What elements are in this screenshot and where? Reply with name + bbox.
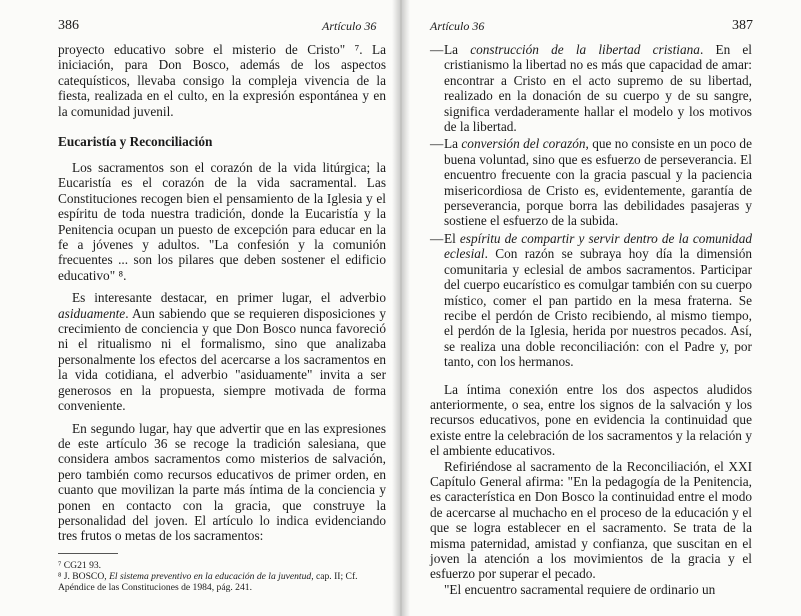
right-page bbox=[400, 0, 801, 616]
paragraph-reconciliacion: Refiriéndose al sacramento de la Reconciliación, el XXI Capítulo General afirma: "En la pedagogía de la Penitencia, es característica en Don Bosco la continuidad entre el modo de acercarse al muchacho en el proceso de la educación y el que se logra establecer en el sacramento. Se trata de la misma paternidad, amistad y confianza, que suscitan en el joven la atención a los movimientos de la gracia y el esfuerzo por superar el pecado. bbox=[430, 458, 752, 582]
footnote-8: ⁸ J. BOSCO, El sistema preventivo en la educación de la juventud, cap. II; Cf. Apéndice de las Constituciones de 1984, pág. 241. bbox=[58, 571, 358, 593]
left-page bbox=[0, 0, 400, 616]
list-item-compartir: — El espíritu de compartir y servir dentro de la comunidad eclesial. Con razón se subraya hoy día la dimensión comunitaria y eclesial de ambos sacramentos. Participar del cuerpo eucarístico es comulgar también con su cuerpo místico, comer el pan partido en la mesa fraterna. Se recibe el perdón de Cristo recibiendo, al mismo tiempo, el perdón de la Iglesia, herida por nuestros pecados. Así, se realiza una doble reconciliación: con el Padre y, por tanto, con los hermanos. bbox=[430, 230, 752, 370]
paragraph-encuentro: "El encuentro sacramental requiere de ordinario un bbox=[444, 581, 716, 597]
emphasis-asiduamente: asiduamente bbox=[58, 305, 126, 321]
dash-marker: — bbox=[430, 230, 444, 246]
running-head-right: Artículo 36 bbox=[430, 19, 485, 33]
section-heading: Eucaristía y Reconciliación bbox=[58, 134, 213, 149]
dash-marker: — bbox=[430, 136, 444, 152]
footnote-divider bbox=[58, 553, 118, 554]
body-left bbox=[58, 160, 386, 544]
intro-text: proyecto educativo sobre el misterio de Cristo" ⁷. La iniciación, para Don Bosco, además de los aspectos catequísticos, llevaba consigo la compleja vivencia de la fiesta, realizada en el culto, en la expresión espontánea y en la comunidad juvenil. bbox=[58, 42, 386, 119]
footnotes bbox=[58, 560, 386, 593]
paragraph-conexion: La íntima conexión entre los dos aspectos aludidos anteriormente, o sea, entre los signos de la salvación y los recursos educativos, pone en evidencia la continuidad que existe entre la celebración de los sacramentos y la relación y el ambiente educativos. bbox=[430, 381, 752, 459]
intro-paragraph bbox=[58, 42, 386, 119]
paragraph-segundo-lugar: En segundo lugar, hay que advertir que en las expresiones de este artículo 36 se recoge la tradición salesiana, que considera ambos sacramentos como misterios de salvación, pero también como recursos educativos de primer orden, en cuanto que movilizan la parte más íntima de la conciencia y ponen en contacto con la gracia, que construye la personalidad del joven. El artículo lo indica evidenciando tres frutos o metas de los sacramentos: bbox=[58, 420, 386, 544]
list-item-libertad: — La construcción de la libertad cristiana. En el cristianismo la libertad no es más que capacidad de amar: encontrar a Cristo en el acto supremo de su libertad, realizado en la donación de su cuerpo y de su sangre, significa verdaderamente hallar el modelo y los motivos de la libertad. bbox=[430, 42, 753, 135]
paragraph-asiduamente: Es interesante destacar, en primer lugar, el adverbio asiduamente. Aun sabiendo que se requieren disposiciones y crecimiento de conciencia y que Don Bosco nunca favoreció ni el ritualismo ni el formalismo, sino que analizaba personalmente los efectos del acercarse a los sacramentos en la vida cotidiana, el adverbio "asiduamente" invita a ser generosos en la propuesta, siempre motivada de forma conveniente. bbox=[58, 290, 386, 414]
list-item-conversion: — La conversión del corazón, que no consiste en un poco de buena voluntad, sino que es esfuerzo de perseverancia. El encuentro frecuente con la gracia pascual y la paciencia misericordiosa de Cristo es, evidentemente, garantía de perseverancia, porque borra las debilidades pasajeras y sostiene el esfuerzo de la subida. bbox=[430, 136, 752, 229]
page-number-left: 386 bbox=[58, 18, 79, 33]
paragraph-sacramentos: Los sacramentos son el corazón de la vida litúrgica; la Eucaristía es el corazón de la vida sacramental. Las Constituciones recogen bien el pensamiento de la Iglesia y el espíritu de toda nuestra tradición, donde la Eucaristía y la Penitencia ocupan un puesto de excepción para educar en la fe a jóvenes y adultos. "La confesión y la comunión frecuentes ... son los pilares que deben sostener el edificio educativo" ⁸. bbox=[58, 160, 386, 283]
dash-marker: — bbox=[430, 42, 444, 57]
page-number-right: 387 bbox=[732, 18, 753, 33]
running-head-left: Artículo 36 bbox=[322, 19, 377, 33]
footnote-7: ⁷ CG21 93. bbox=[58, 560, 102, 571]
body-right bbox=[430, 42, 752, 597]
